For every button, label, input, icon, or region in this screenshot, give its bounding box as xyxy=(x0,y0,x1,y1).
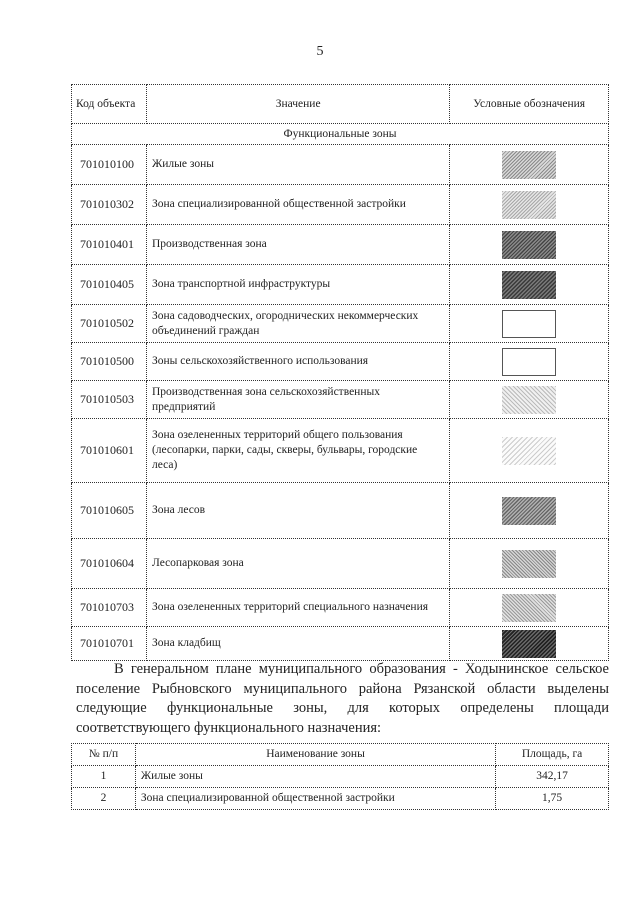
header-symbol: Условные обозначения xyxy=(450,85,609,124)
public-green-swatch xyxy=(502,437,556,465)
zone-area: 1,75 xyxy=(496,788,609,810)
area-table xyxy=(71,743,609,810)
object-code: 701010604 xyxy=(72,539,147,589)
zone-meaning: Зона озелененных территорий специального назначения xyxy=(146,589,449,627)
table-row xyxy=(72,381,609,419)
object-code: 701010502 xyxy=(72,305,147,343)
table-row xyxy=(72,305,609,343)
zone-name: Жилые зоны xyxy=(135,766,495,788)
legend-symbol xyxy=(450,483,609,539)
table-row xyxy=(72,627,609,661)
table-row xyxy=(72,539,609,589)
object-code: 701010100 xyxy=(72,145,147,185)
cemetery-swatch xyxy=(502,630,556,658)
legend-section-row xyxy=(72,124,609,145)
legend-symbol xyxy=(450,343,609,381)
agri-industrial-swatch xyxy=(502,386,556,414)
header-area: Площадь, га xyxy=(496,744,609,766)
object-code: 701010500 xyxy=(72,343,147,381)
legend-symbol xyxy=(450,305,609,343)
table-row xyxy=(72,483,609,539)
table-row xyxy=(72,589,609,627)
object-code: 701010601 xyxy=(72,419,147,483)
zone-meaning: Зоны сельскохозяйственного использования xyxy=(146,343,449,381)
zone-meaning: Зона озелененных территорий общего пользования (лесопарки, парки, сады, скверы, бульвары, городские леса) xyxy=(146,419,449,483)
object-code: 701010503 xyxy=(72,381,147,419)
zone-meaning: Производственная зона сельскохозяйственных предприятий xyxy=(146,381,449,419)
table-row xyxy=(72,766,609,788)
special-green-swatch xyxy=(502,594,556,622)
object-code: 701010703 xyxy=(72,589,147,627)
agricultural-swatch xyxy=(502,348,556,376)
table-row xyxy=(72,419,609,483)
legend-symbol xyxy=(450,539,609,589)
residential-swatch xyxy=(502,151,556,179)
table-row xyxy=(72,185,609,225)
industrial-swatch xyxy=(502,231,556,259)
table-row xyxy=(72,343,609,381)
zone-meaning: Зона лесов xyxy=(146,483,449,539)
legend-table xyxy=(71,84,609,661)
row-num: 2 xyxy=(72,788,136,810)
section-title: Функциональные зоны xyxy=(72,124,609,145)
table-row xyxy=(72,225,609,265)
object-code: 701010401 xyxy=(72,225,147,265)
public-development-swatch xyxy=(502,191,556,219)
legend-header-row xyxy=(72,85,609,124)
table-row xyxy=(72,145,609,185)
object-code: 701010302 xyxy=(72,185,147,225)
forest-park-swatch xyxy=(502,550,556,578)
transport-swatch xyxy=(502,271,556,299)
legend-symbol xyxy=(450,419,609,483)
legend-symbol xyxy=(450,185,609,225)
header-meaning: Значение xyxy=(146,85,449,124)
object-code: 701010405 xyxy=(72,265,147,305)
zone-meaning: Жилые зоны xyxy=(146,145,449,185)
zone-meaning: Зона садоводческих, огороднических некоммерческих объединений граждан xyxy=(146,305,449,343)
header-zone-name: Наименование зоны xyxy=(135,744,495,766)
forest-swatch xyxy=(502,497,556,525)
legend-symbol xyxy=(450,145,609,185)
header-num: № п/п xyxy=(72,744,136,766)
row-num: 1 xyxy=(72,766,136,788)
body-paragraph: В генеральном плане муниципального образования - Ходынинское сельское поселение Рыбновского муниципального района Рязанской области выделены следующие функциональные зоны, для которых определены площади соответствующего функционального назначения: xyxy=(76,661,609,736)
legend-symbol xyxy=(450,627,609,661)
page-number: 5 xyxy=(316,44,324,59)
legend-symbol xyxy=(450,381,609,419)
table-row xyxy=(72,265,609,305)
object-code: 701010701 xyxy=(72,627,147,661)
object-code: 701010605 xyxy=(72,483,147,539)
header-code: Код объекта xyxy=(72,85,147,124)
table-row xyxy=(72,788,609,810)
zone-meaning: Зона специализированной общественной застройки xyxy=(146,185,449,225)
zone-meaning: Зона транспортной инфраструктуры xyxy=(146,265,449,305)
area-header-row xyxy=(72,744,609,766)
legend-symbol xyxy=(450,225,609,265)
legend-symbol xyxy=(450,589,609,627)
zone-meaning: Лесопарковая зона xyxy=(146,539,449,589)
garden-swatch xyxy=(502,310,556,338)
legend-symbol xyxy=(450,265,609,305)
zone-meaning: Зона кладбищ xyxy=(146,627,449,661)
zone-name: Зона специализированной общественной застройки xyxy=(135,788,495,810)
zone-area: 342,17 xyxy=(496,766,609,788)
zone-meaning: Производственная зона xyxy=(146,225,449,265)
